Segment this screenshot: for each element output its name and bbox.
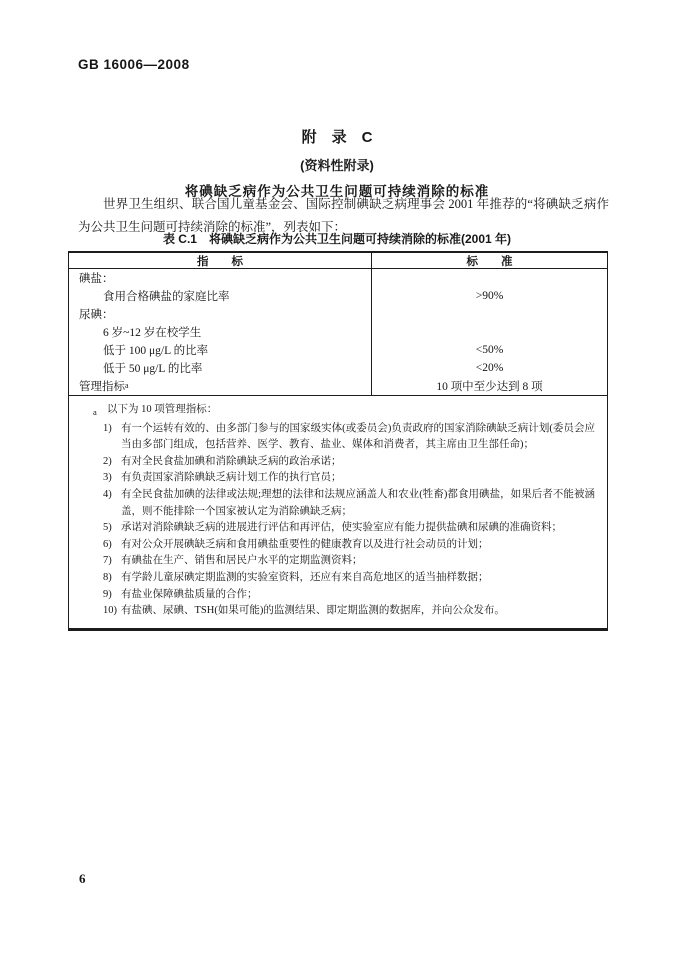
standards-table <box>68 251 608 631</box>
appendix-title: 附 录 C <box>301 129 373 146</box>
indicator-cell: 低于 50 μg/L 的比率 <box>103 363 203 375</box>
footnote-item: 10) 有盐碘、尿碘、TSH(如果可能)的监测结果、即定期监测的数据库，并向公众发布。 <box>103 605 505 617</box>
table-row <box>69 341 607 359</box>
footnote-item: 1) 有一个运转有效的、由多部门参与的国家级实体(或委员会)负责政府的国家消除碘缺乏病计划(委员会应当由多部门组成，包括营养、医学、教育、盐业、媒体和消费者，其主席由卫生部任命)； <box>103 422 595 451</box>
table-row <box>69 287 607 305</box>
indicator-cell: 碘盐： <box>79 273 114 285</box>
footnote-item: 6) 有对公众开展碘缺乏病和食用碘盐重要性的健康教育以及进行社会动员的计划； <box>103 538 489 550</box>
indicator-cell: 尿碘： <box>79 309 114 321</box>
footnote-marker: a <box>93 407 97 417</box>
standard-cell: <50% <box>475 344 504 356</box>
standard-cell <box>372 305 607 323</box>
intro-paragraph: 世界卫生组织、联合国儿童基金会、国际控制碘缺乏病理事会 2001 年推荐的“将碘缺乏病作为公共卫生问题可持续消除的标准”，列表如下： <box>78 197 609 234</box>
table-footnote <box>69 395 607 628</box>
header-indicator: 指 标 <box>69 253 372 268</box>
standard-cell <box>372 323 607 341</box>
table-row <box>69 269 607 287</box>
table-row <box>69 305 607 323</box>
header-standard: 标 准 <box>466 255 513 268</box>
footnote-item: 3) 有负责国家消除碘缺乏病计划工作的执行官员； <box>103 472 342 484</box>
standard-cell <box>372 269 607 287</box>
table-row: 管理指标 a 10 项中至少达到 8 项 <box>69 377 607 395</box>
table-row <box>69 323 607 341</box>
appendix-subtitle: (资料性附录) <box>300 158 374 173</box>
appendix-title-block <box>0 126 674 200</box>
footnote-item: 7) 有碘盐在生产、销售和居民户水平的定期监测资料； <box>103 555 363 567</box>
footnote-item: 9) 有盐业保障碘盐质量的合作； <box>103 588 258 600</box>
table-header-row <box>69 253 607 269</box>
table-row <box>69 359 607 377</box>
indicator-cell: 低于 100 μg/L 的比率 <box>103 345 209 357</box>
indicator-cell: 管理指标 <box>79 381 125 393</box>
standard-cell: <20% <box>475 362 504 374</box>
standard-number-header: GB 16006—2008 <box>78 57 190 72</box>
footnote-item: 4) 有全民食盐加碘的法律或法规;理想的法律和法规应涵盖人和农业(牲畜)都食用碘盐，如果后者不能被涵盖，则不能排除一个国家被认定为消除碘缺乏病； <box>103 488 595 517</box>
footnote-intro: 以下为 10 项管理指标： <box>107 404 218 415</box>
table-caption: 表 C.1 将碘缺乏病作为公共卫生问题可持续消除的标准(2001 年) <box>162 232 512 246</box>
standard-cell: >90% <box>475 290 504 302</box>
appendix-heading: 将碘缺乏病作为公共卫生问题可持续消除的标准 <box>184 184 490 199</box>
indicator-cell: 6 岁~12 岁在校学生 <box>103 327 202 339</box>
indicator-cell: 食用合格碘盐的家庭比率 <box>103 291 230 303</box>
footnote-item: 5) 承诺对消除碘缺乏病的进展进行评估和再评估，使实验室应有能力提供盐碘和尿碘的准确资料； <box>103 522 562 534</box>
page-number: 6 <box>79 871 86 886</box>
footnote-item: 8) 有学龄儿童尿碘定期监测的实验室资料，还应有来自高危地区的适当抽样数据； <box>103 571 489 583</box>
standard-cell: 10 项中至少达到 8 项 <box>436 381 543 393</box>
footnote-item: 2) 有对全民食盐加碘和消除碘缺乏病的政治承诺； <box>103 455 342 467</box>
